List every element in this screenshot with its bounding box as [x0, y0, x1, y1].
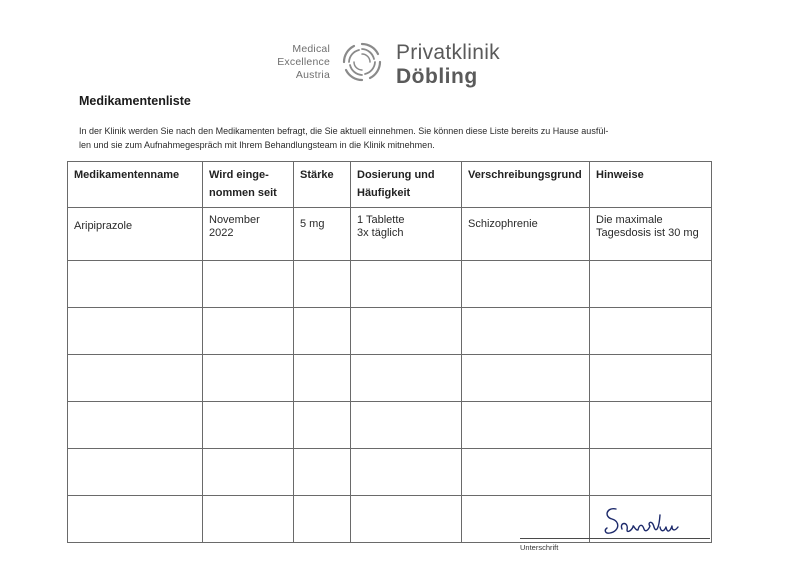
- table-row: [68, 402, 712, 449]
- medication-name-cell[interactable]: Aripiprazole: [68, 208, 203, 261]
- empty-cell[interactable]: [294, 402, 351, 449]
- start-date-cell[interactable]: November 2022: [203, 208, 294, 261]
- empty-cell[interactable]: [351, 355, 462, 402]
- signature-area: [520, 505, 710, 555]
- signature-line: [520, 538, 710, 539]
- column-header: Verschreibungsgrund: [462, 162, 590, 208]
- empty-cell[interactable]: [68, 261, 203, 308]
- handwritten-signature[interactable]: [602, 505, 690, 537]
- empty-cell[interactable]: [590, 449, 712, 496]
- empty-cell[interactable]: [203, 496, 294, 543]
- empty-cell[interactable]: [462, 308, 590, 355]
- tagline-line: Austria: [295, 69, 330, 81]
- table-header-row: [68, 162, 712, 208]
- clinic-header: [262, 38, 562, 94]
- table-row: [68, 208, 712, 261]
- intro-line: len und sie zum Aufnahmegespräch mit Ihrem Behandlungsteam in die Klinik mitnehmen.: [79, 140, 435, 150]
- column-header: Medikamentenname: [68, 162, 203, 208]
- column-header: Hinweise: [590, 162, 712, 208]
- empty-cell[interactable]: [294, 308, 351, 355]
- reason-cell[interactable]: Schizophrenie: [462, 208, 590, 261]
- empty-cell[interactable]: [590, 402, 712, 449]
- empty-cell[interactable]: [203, 355, 294, 402]
- empty-cell[interactable]: [68, 308, 203, 355]
- strength-cell[interactable]: 5 mg: [294, 208, 351, 261]
- empty-cell[interactable]: [294, 261, 351, 308]
- tagline: [262, 43, 330, 82]
- intro-text: [79, 124, 709, 152]
- empty-cell[interactable]: [462, 402, 590, 449]
- empty-cell[interactable]: [590, 261, 712, 308]
- column-header: Dosierung und Häufigkeit: [351, 162, 462, 208]
- tagline-line: Medical: [292, 43, 330, 55]
- empty-cell[interactable]: [68, 402, 203, 449]
- tagline-line: Excellence: [277, 56, 330, 68]
- empty-cell[interactable]: [294, 496, 351, 543]
- empty-cell[interactable]: [203, 261, 294, 308]
- empty-cell[interactable]: [294, 355, 351, 402]
- empty-cell[interactable]: [351, 496, 462, 543]
- dosage-cell[interactable]: 1 Tablette 3x täglich: [351, 208, 462, 261]
- document-title: Medikamentenliste: [79, 94, 191, 108]
- empty-cell[interactable]: [351, 308, 462, 355]
- empty-cell[interactable]: [203, 402, 294, 449]
- table-row: [68, 261, 712, 308]
- table-row: [68, 355, 712, 402]
- empty-cell[interactable]: [351, 402, 462, 449]
- brand-location: Döbling: [396, 65, 478, 88]
- brand-name: Privatklinik: [396, 41, 500, 64]
- clinic-logo-icon: [340, 40, 384, 84]
- empty-cell[interactable]: [68, 496, 203, 543]
- empty-cell[interactable]: [462, 355, 590, 402]
- empty-cell[interactable]: [590, 308, 712, 355]
- empty-cell[interactable]: [68, 355, 203, 402]
- table-row: [68, 449, 712, 496]
- empty-cell[interactable]: [462, 261, 590, 308]
- signature-label: Unterschrift: [520, 543, 559, 552]
- empty-cell[interactable]: [351, 449, 462, 496]
- table-row: [68, 308, 712, 355]
- empty-cell[interactable]: [68, 449, 203, 496]
- medication-table: [67, 161, 712, 543]
- empty-cell[interactable]: [203, 308, 294, 355]
- notes-cell[interactable]: Die maximale Tagesdosis ist 30 mg: [590, 208, 712, 261]
- column-header: Wird einge- nommen seit: [203, 162, 294, 208]
- empty-cell[interactable]: [294, 449, 351, 496]
- empty-cell[interactable]: [590, 355, 712, 402]
- empty-cell[interactable]: [203, 449, 294, 496]
- empty-cell[interactable]: [462, 449, 590, 496]
- empty-cell[interactable]: [351, 261, 462, 308]
- column-header: Stärke: [294, 162, 351, 208]
- intro-line: In der Klinik werden Sie nach den Medikamenten befragt, die Sie aktuell einnehmen. Sie können diese Liste bereits zu Hause ausfül-: [79, 126, 609, 136]
